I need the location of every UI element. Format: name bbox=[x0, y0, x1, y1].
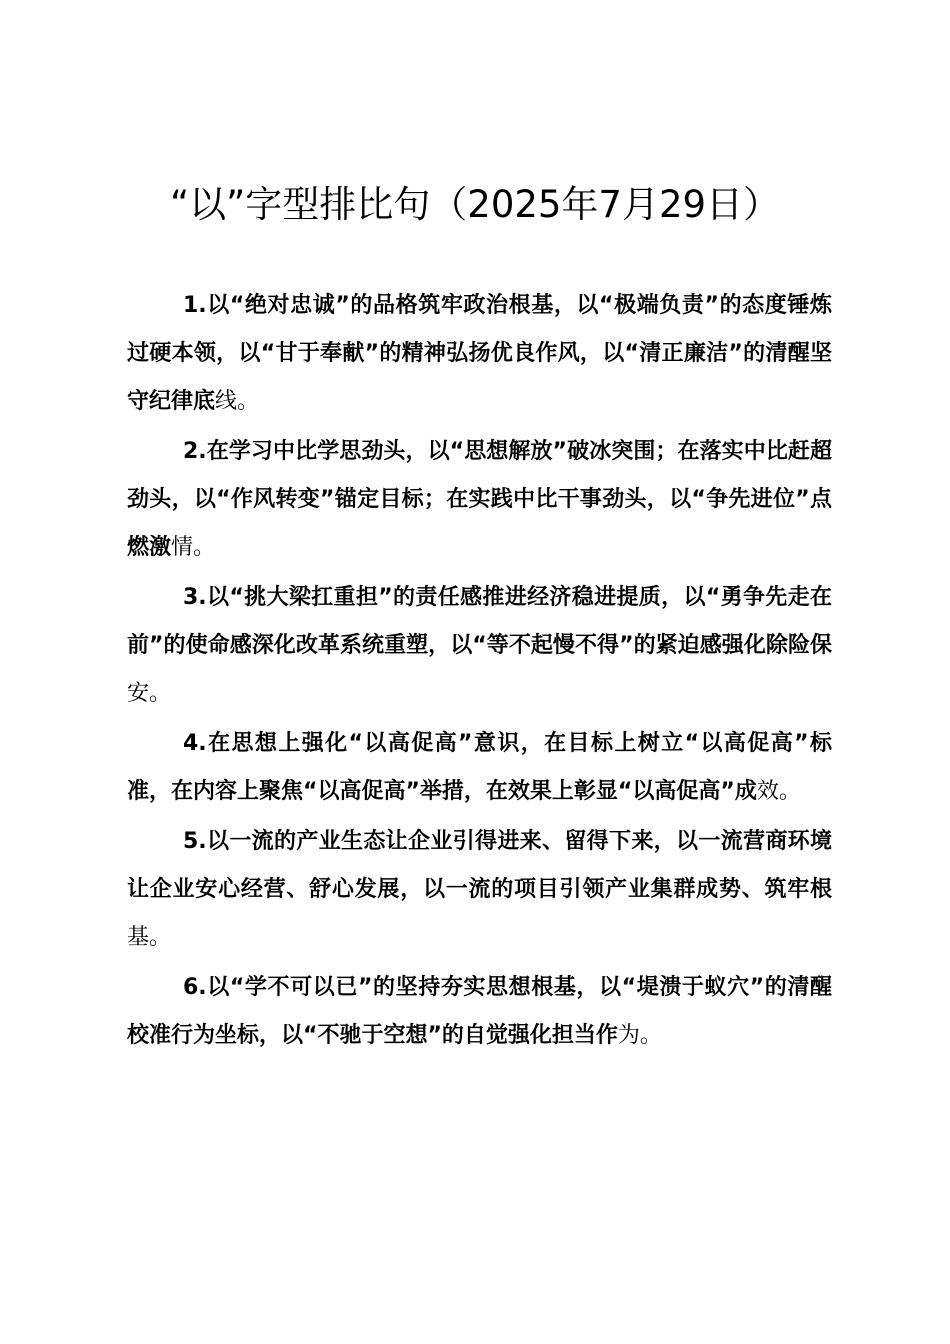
paragraph-4-ending: 效。 bbox=[756, 779, 801, 804]
paragraph-4 bbox=[127, 720, 832, 816]
paragraph-3 bbox=[127, 574, 832, 718]
paragraph-5 bbox=[127, 818, 832, 962]
paragraph-2-ending: 情。 bbox=[171, 535, 216, 560]
paragraph-6-ending: 为。 bbox=[617, 1023, 662, 1048]
paragraph-4-text: 4.在思想上强化“以高促高”意识，在目标上树立“以高促高”标准，在内容上聚焦“以高促高”举措，在效果上彰显“以高促高”成 bbox=[127, 731, 832, 804]
paragraph-3-ending: 安。 bbox=[127, 681, 172, 706]
paragraph-6-text: 6.以“学不可以已”的坚持夯实思想根基，以“堤溃于蚁穴”的清醒校准行为坐标，以“不驰于空想”的自觉强化担当作 bbox=[127, 975, 832, 1048]
document-body bbox=[127, 282, 832, 1060]
paragraph-1 bbox=[127, 282, 832, 426]
paragraph-5-text: 5.以一流的产业生态让企业引得进来、留得下来，以一流营商环境让企业安心经营、舒心发展，以一流的项目引领产业集群成势、筑牢根 bbox=[127, 829, 832, 902]
paragraph-1-ending: 线。 bbox=[215, 389, 260, 414]
paragraph-1-text: 1.以“绝对忠诚”的品格筑牢政治根基，以“极端负责”的态度锤炼过硬本领，以“甘于奉献”的精神弘扬优良作风，以“清正廉洁”的清醒坚守纪律底 bbox=[127, 293, 832, 414]
paragraph-6 bbox=[127, 964, 832, 1060]
paragraph-3-text: 3.以“挑大梁扛重担”的责任感推进经济稳进提质，以“勇争先走在前”的使命感深化改革系统重塑，以“等不起慢不得”的紧迫感强化除险保 bbox=[127, 585, 832, 658]
paragraph-5-ending: 基。 bbox=[127, 925, 172, 950]
document-title: “以”字型排比句（2025年7月29日） bbox=[169, 183, 781, 226]
paragraph-2-text: 2.在学习中比学思劲头，以“思想解放”破冰突围；在落实中比赶超劲头，以“作风转变”锚定目标；在实践中比干事劲头，以“争先进位”点燃激 bbox=[127, 439, 832, 560]
paragraph-2 bbox=[127, 428, 832, 572]
